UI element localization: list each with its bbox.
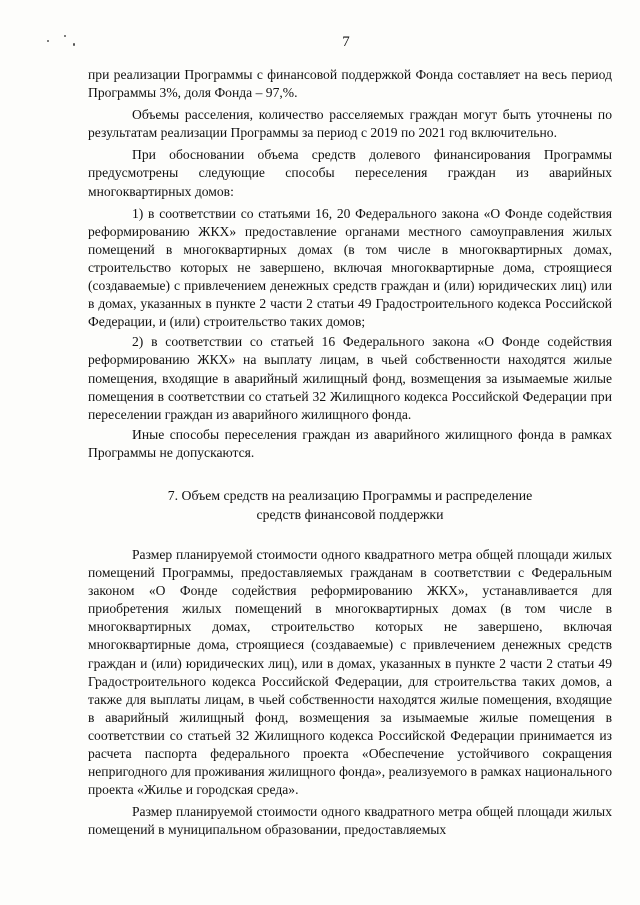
paragraph: при реализации Программы с финансовой поддержкой Фонда составляет на весь период Программы 3%, доля Фонда – 97,%. [88, 67, 612, 101]
document-body [88, 66, 612, 843]
section-title [88, 486, 612, 524]
paragraph: Объемы расселения, количество расселяемых граждан могут быть уточнены по результатам реализации Программы за период с 2019 по 2021 год включительно. [88, 107, 612, 141]
paragraph: Иные способы переселения граждан из аварийного жилищного фонда в рамках Программы не допускаются. [88, 426, 612, 460]
list-item: 2) в соответствии со статьей 16 Федерального закона «О Фонде содействия реформированию ЖКХ» на выплату лицам, в чьей собственности находятся жилые помещения, входящие в аварийный жилищный фонд, возмещения за изымаемые жилые помещения в соответствии со статьей 32 Жилищного кодекса Российской Федерации при переселении граждан из аварийного жилищного фонда. [88, 334, 612, 422]
section-title-line: средств финансовой поддержки [256, 506, 444, 522]
page-number: 7 [342, 34, 350, 50]
list-item: 1) в соответствии со статьями 16, 20 Федерального закона «О Фонде содействия реформированию ЖКХ» предоставление органами местного самоуправления жилых помещений в многоквартирных домах (в том числе в многоквартирных домах, строительство которых не завершено, включая многоквартирные дома, строящиеся (создаваемые) с привлечением денежных средств граждан и (или) юридических лиц) или в домах, указанных в пункте 2 части 2 статьи 49 Градостроительного кодекса Российской Федерации, и (или) строительство таких домов; [88, 205, 612, 330]
paragraph: Размер планируемой стоимости одного квадратного метра общей площади жилых помещений Программы, предоставляемых гражданам в соответствии с Федеральным законом «О Фонде содействия реформированию ЖКХ», устанавливается для приобретения жилых помещений в многоквартирных домах (в том числе в многоквартирных домах, строительство которых не завершено, включая многоквартирные дома, строящиеся (создаваемые) с привлечением денежных средств граждан и (или) юридических лиц), или в домах, указанных в пункте 2 части 2 статьи 49 Градостроительного кодекса Российской Федерации, для строительства таких домов, а также для выплаты лицам, в чьей собственности находятся жилые помещения, входящие в аварийный жилищный фонд, возмещения за изымаемые жилые помещения в соответствии со статьей 32 Жилищного кодекса Российской Федерации принимается из расчета паспорта федерального проекта «Обеспечение устойчивого сокращения непригодного для проживания жилищного фонда», реализуемого в рамках национального проекта «Жилье и городская среда». [88, 546, 612, 798]
section-title-line: 7. Объем средств на реализацию Программы и распределение [167, 487, 533, 503]
paragraph: При обосновании объема средств долевого финансирования Программы предусмотрены следующие способы переселения граждан из аварийных многоквартирных домов: [88, 147, 612, 199]
paragraph: Размер планируемой стоимости одного квадратного метра общей площади жилых помещений в муниципальном образовании, предоставляемых [88, 804, 612, 838]
